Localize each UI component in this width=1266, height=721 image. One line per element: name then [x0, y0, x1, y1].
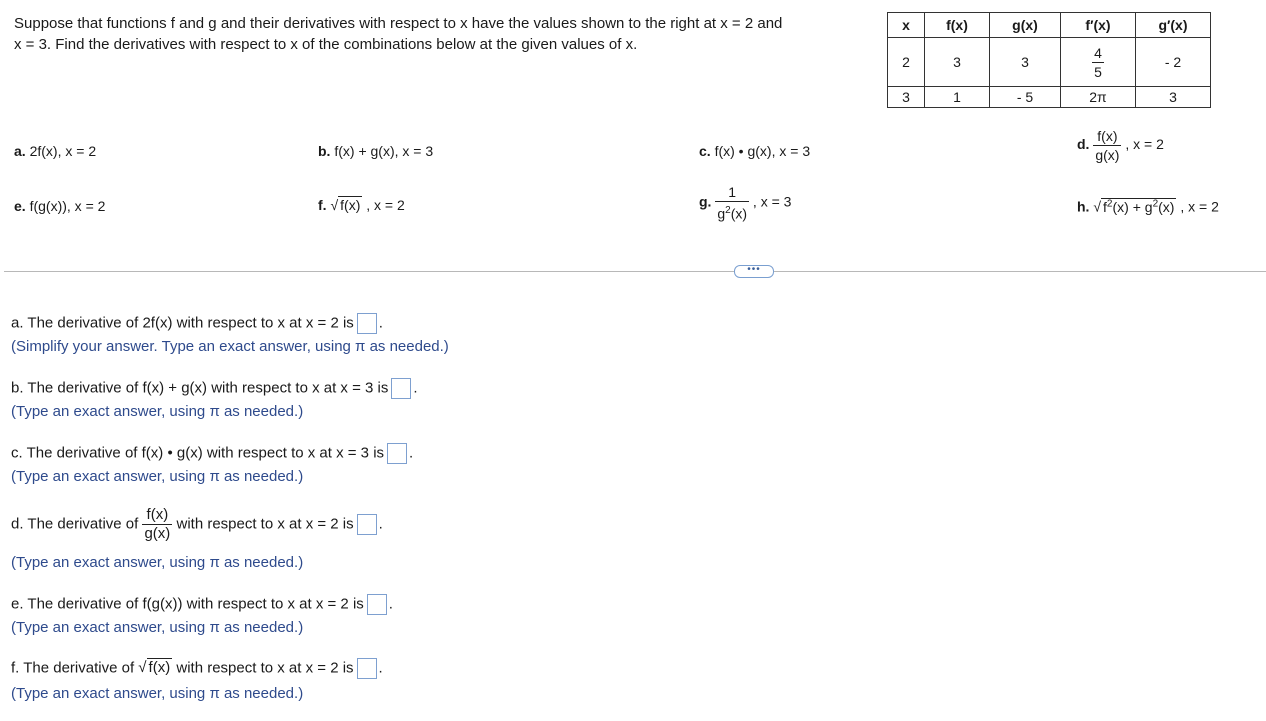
den-argument: (x) [730, 205, 748, 222]
hint-e: (Type an exact answer, using π as needed.) [11, 619, 304, 636]
question-text: b. The derivative of f(x) + g(x) with respect to x at x = 3 is [11, 379, 389, 397]
part-label: f. [318, 197, 327, 213]
rad-f-exp: 2 [1106, 198, 1113, 209]
question-fraction [142, 506, 172, 543]
question-c [11, 443, 413, 464]
question-text: c. The derivative of f(x) • g(x) with respect to x at x = 3 is [11, 444, 385, 462]
part-e [14, 198, 105, 214]
part-label: h. [1077, 198, 1090, 215]
radicand [1101, 198, 1176, 215]
part-condition: , x = 2 [366, 197, 405, 213]
den-base: g [717, 205, 726, 222]
header-f: f(x) [925, 13, 990, 38]
answer-input-a[interactable] [357, 313, 377, 334]
header-x: x [888, 13, 925, 38]
part-label: c. [699, 143, 711, 159]
problem-line-1: Suppose that functions f and g and their derivatives with respect to x have the values shown to the right at x = 2 and [14, 15, 783, 32]
question-text-pre: f. The derivative of [11, 659, 135, 677]
part-label: g. [699, 193, 712, 210]
part-fraction [715, 183, 749, 223]
period: . [388, 595, 393, 613]
question-d [11, 506, 383, 543]
section-divider [4, 271, 1266, 272]
rad-end: (x) [1158, 198, 1175, 215]
part-fraction [1093, 127, 1121, 164]
cell-g: 3 [990, 38, 1061, 87]
question-f [11, 658, 383, 679]
part-expression: 2f(x), x = 2 [29, 143, 97, 159]
rad-f: f [1103, 198, 1107, 215]
cell-gprime: - 2 [1136, 38, 1211, 87]
table-header-row [888, 13, 1211, 38]
part-g [699, 183, 791, 223]
fraction-numerator: 4 [1094, 44, 1102, 61]
cell-fprime [1061, 38, 1136, 87]
rad-g-exp: 2 [1152, 198, 1159, 209]
question-text-post: with respect to x at x = 2 is [176, 515, 354, 533]
header-fprime: f′(x) [1061, 13, 1136, 38]
question-a [11, 313, 383, 334]
answer-input-e[interactable] [367, 594, 387, 615]
question-text-post: with respect to x at x = 2 is [176, 659, 354, 677]
values-table [887, 12, 1211, 108]
fraction [1092, 44, 1104, 81]
period: . [413, 379, 418, 397]
period: . [378, 659, 383, 677]
hint-c: (Type an exact answer, using π as needed.) [11, 468, 304, 485]
fraction-numerator: 1 [728, 184, 737, 200]
fraction-numerator: f(x) [1097, 128, 1118, 144]
fraction-denominator [715, 201, 749, 223]
part-condition: , x = 2 [1180, 198, 1219, 215]
fraction-denominator: 5 [1094, 63, 1102, 80]
cell-f: 3 [925, 38, 990, 87]
header-gprime: g′(x) [1136, 13, 1211, 38]
answer-input-b[interactable] [391, 378, 411, 399]
part-label: e. [14, 198, 26, 214]
part-b [318, 143, 433, 159]
hint-f: (Type an exact answer, using π as needed.) [11, 685, 304, 702]
part-expression: f(x) + g(x), x = 3 [334, 143, 434, 159]
radicand: f(x) [340, 197, 361, 213]
part-label: b. [318, 143, 331, 159]
fraction-denominator: g(x) [144, 525, 171, 542]
cell-f: 1 [925, 87, 990, 108]
period: . [378, 314, 383, 332]
part-c [699, 143, 810, 159]
problem-statement [14, 13, 859, 55]
fraction-denominator: g(x) [1095, 147, 1120, 163]
question-text-pre: d. The derivative of [11, 515, 139, 533]
period: . [378, 515, 383, 533]
part-f [318, 197, 405, 213]
table-row [888, 38, 1211, 87]
period: . [409, 444, 414, 462]
radicand: f(x) [148, 659, 171, 677]
part-condition: , x = 3 [752, 193, 792, 210]
hint-b: (Type an exact answer, using π as needed.) [11, 403, 304, 420]
part-d [1077, 127, 1164, 164]
cell-x: 3 [888, 87, 925, 108]
part-condition: , x = 2 [1125, 136, 1164, 153]
sqrt-expression: √ f(x) [138, 659, 171, 677]
cell-x: 2 [888, 38, 925, 87]
part-expression: f(g(x)), x = 2 [29, 198, 106, 214]
cell-gprime: 3 [1136, 87, 1211, 108]
question-e [11, 594, 393, 615]
problem-line-2: x = 3. Find the derivatives with respect to x of the combinations below at the given values of x. [14, 36, 638, 53]
rad-mid: (x) + g [1112, 198, 1153, 215]
hint-d: (Type an exact answer, using π as needed.) [11, 554, 304, 571]
part-label: d. [1077, 136, 1090, 153]
hint-a: (Simplify your answer. Type an exact answer, using π as needed.) [11, 338, 449, 355]
part-expression: f(x) • g(x), x = 3 [714, 143, 811, 159]
cell-fprime: 2π [1061, 87, 1136, 108]
den-exponent: 2 [725, 205, 731, 216]
sqrt-expression: √ f(x) [330, 197, 361, 213]
answer-input-f[interactable] [357, 658, 377, 679]
table-row [888, 87, 1211, 108]
fraction-numerator: f(x) [146, 506, 169, 523]
question-b [11, 378, 418, 399]
answer-input-d[interactable] [357, 514, 377, 535]
sqrt-expression: √ $f^2(x) + g^2(x)$ [1093, 198, 1175, 215]
more-button[interactable]: ••• [734, 265, 774, 278]
part-label: a. [14, 143, 26, 159]
part-h [1077, 198, 1219, 215]
answer-input-c[interactable] [387, 443, 407, 464]
question-text: e. The derivative of f(g(x)) with respect to x at x = 2 is [11, 595, 364, 613]
cell-g: - 5 [990, 87, 1061, 108]
part-a [14, 143, 96, 159]
header-g: g(x) [990, 13, 1061, 38]
question-text: a. The derivative of 2f(x) with respect to x at x = 2 is [11, 314, 354, 332]
